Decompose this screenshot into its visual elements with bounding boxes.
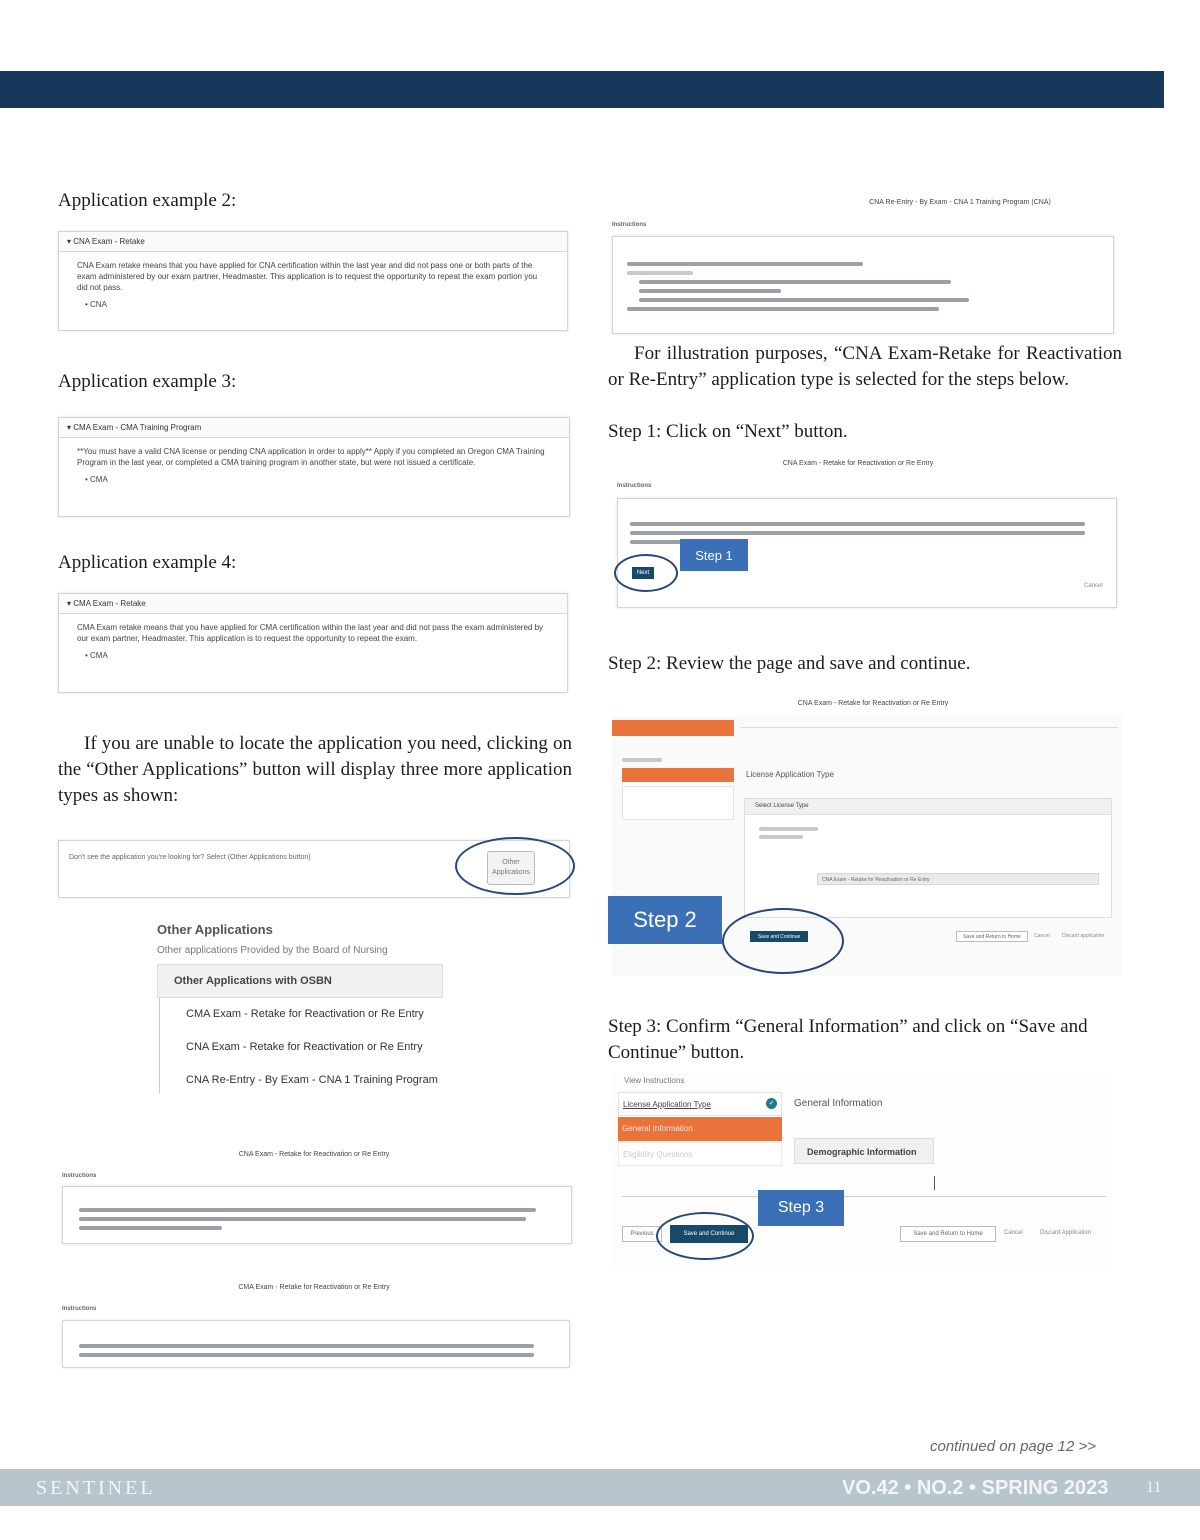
highlight-circle xyxy=(455,837,575,895)
license-type-field[interactable]: CNA Exam - Retake for Reactivation or Re Entry xyxy=(817,873,1099,885)
example-4-screenshot: ▾ CMA Exam - Retake CMA Exam retake means that you have applied for CMA certification within the last year and did not pass the exam administered by our exam partner, Headmaster. This application is to request the opportunity to repeat the exam. • CMA xyxy=(58,593,568,693)
other-app-item-1[interactable]: CMA Exam - Retake for Reactivation or Re Entry xyxy=(186,1008,424,1020)
other-applications-prompt xyxy=(58,840,570,898)
next-button[interactable]: Next xyxy=(632,567,654,579)
other-app-item-3[interactable]: CNA Re-Entry - By Exam - CNA 1 Training Program xyxy=(186,1074,438,1086)
nav-item-active[interactable] xyxy=(622,768,734,782)
collapse-icon: ▾ xyxy=(67,237,74,246)
example-3-heading: Application example 3: xyxy=(58,371,237,392)
select-license-type: Select License Type xyxy=(745,799,1111,815)
example-3-title: ▾ CMA Exam - CMA Training Program xyxy=(59,418,569,438)
discard-link[interactable]: Discard Application xyxy=(1040,1230,1092,1236)
step-3-screenshot xyxy=(612,1072,1112,1268)
discard-link[interactable]: Discard application xyxy=(1062,933,1105,939)
bottom-shot-1-title: CNA Exam - Retake for Reactivation or Re Entry xyxy=(238,1151,390,1158)
bottom-shot-2-label: Instructions xyxy=(62,1306,97,1312)
example-3-screenshot: ▾ CMA Exam - CMA Training Program **You must have a valid CNA license or pending CNA application in order to apply** Apply if you completed an Oregon CMA Training Program in the last year, or completed a CMA training program in another state, but were not issued a certificate. • CMA xyxy=(58,417,570,517)
progress-step-active xyxy=(612,720,734,736)
other-applications-button[interactable]: Other Applications xyxy=(487,851,535,885)
continued-note: continued on page 12 >> xyxy=(930,1438,1096,1455)
save-return-button[interactable]: Save and Return to Home xyxy=(956,931,1028,942)
example-3-body: **You must have a valid CNA license or pending CNA application in order to apply** Apply if you completed an Oregon CMA Training Program in the last year, or completed a CMA training program in another state, but were not issued a certificate. xyxy=(77,447,545,467)
step-1-text: Step 1: Click on “Next” button. xyxy=(608,421,848,442)
example-4-bullet: CMA xyxy=(90,651,108,660)
collapse-icon: ▾ xyxy=(67,423,74,432)
cancel-link[interactable]: Cancel xyxy=(1004,1230,1023,1236)
nav-general-information[interactable]: General Information xyxy=(618,1117,782,1141)
save-continue-button[interactable]: Save and Continue xyxy=(750,931,808,942)
step-1-label: Step 1 xyxy=(680,539,748,571)
example-3-bullet: CMA xyxy=(90,475,108,484)
nav-eligibility-questions[interactable]: Eligibility Questions xyxy=(618,1142,782,1166)
other-applications-paragraph: If you are unable to locate the application you need, clicking on the “Other Applications” button will display three more application types as shown: xyxy=(58,733,572,806)
bottom-shot-2-title: CMA Exam - Retake for Reactivation or Re Entry xyxy=(238,1284,390,1291)
demographic-information[interactable]: Demographic Information xyxy=(794,1138,934,1164)
step-3-label: Step 3 xyxy=(758,1190,844,1226)
check-icon: ✓ xyxy=(766,1098,777,1109)
bottom-shot-1-label: Instructions xyxy=(62,1173,97,1179)
highlight-circle xyxy=(656,1212,754,1260)
step-1-shot-label: Instructions xyxy=(617,483,652,489)
highlight-circle xyxy=(722,908,844,974)
other-applications-title: Other Applications xyxy=(157,922,273,937)
collapse-icon: ▾ xyxy=(67,599,74,608)
step-3-text: Step 3: Confirm “General Information” and click on “Save and Continue” button. xyxy=(608,1016,1088,1063)
other-applications-list xyxy=(157,922,457,1094)
example-4-body: CMA Exam retake means that you have applied for CMA certification within the last year and did not pass the exam administered by our exam partner, Headmaster. This application is to request the opportunity to repeat the exam. xyxy=(77,623,544,643)
prompt-text: Don't see the application you're looking for? Select (Other Applications button) xyxy=(69,854,311,861)
example-2-screenshot: ▾ CNA Exam - Retake CNA Exam retake means that you have applied for CNA certification within the last year and did not pass one or both parts of the exam administered by our exam partner, Headmaster. This application is to request the opportunity to repeat the exam portion you did not pass. • CNA xyxy=(58,231,568,331)
footer xyxy=(0,1469,1200,1506)
example-4-title: ▾ CMA Exam - Retake xyxy=(59,594,567,614)
save-return-button[interactable]: Save and Return to Home xyxy=(900,1226,996,1242)
header-bar xyxy=(0,71,1164,108)
step-2-label: Step 2 xyxy=(608,896,722,944)
right-top-shot-body xyxy=(612,236,1114,334)
other-applications-subtitle: Other applications Provided by the Board of Nursing xyxy=(157,945,388,956)
step-2-shot-title: CNA Exam - Retake for Reactivation or Re Entry xyxy=(797,700,949,707)
save-continue-button[interactable]: Save and Continue xyxy=(670,1225,748,1243)
issue-info: VO.42 • NO.2 • SPRING 2023 xyxy=(842,1477,1109,1499)
license-application-type: License Application Type xyxy=(746,770,834,779)
view-instructions[interactable]: View Instructions xyxy=(624,1076,685,1085)
step-1-shot-title: CNA Exam - Retake for Reactivation or Re Entry xyxy=(782,460,934,467)
example-2-bullet: CNA xyxy=(90,300,107,309)
other-applications-group[interactable]: Other Applications with OSBN xyxy=(157,964,443,998)
illustration-paragraph: For illustration purposes, “CNA Exam-Retake for Reactivation or Re-Entry” application type is selected for the steps below. xyxy=(608,343,1122,390)
nav-license-application-type[interactable]: License Application Type xyxy=(618,1092,782,1116)
publication-name: SENTINEL xyxy=(36,1477,156,1499)
right-top-label: Instructions xyxy=(612,222,647,228)
page-number: 11 xyxy=(1146,1479,1162,1496)
other-app-item-2[interactable]: CNA Exam - Retake for Reactivation or Re Entry xyxy=(186,1041,423,1053)
bottom-shot-1-body xyxy=(62,1186,572,1244)
right-top-title: CNA Re-Entry - By Exam - CNA 1 Training Program (CNA) xyxy=(869,199,1051,206)
step-2-text: Step 2: Review the page and save and continue. xyxy=(608,653,971,674)
step-1-screenshot xyxy=(617,498,1117,608)
example-4-heading: Application example 4: xyxy=(58,552,237,573)
general-information-heading: General Information xyxy=(794,1098,883,1109)
previous-button[interactable]: Previous xyxy=(622,1226,662,1242)
highlight-circle xyxy=(614,554,678,592)
example-2-body: CNA Exam retake means that you have applied for CNA certification within the last year and did not pass one or both parts of the exam administered by our exam partner, Headmaster. This application is to request the opportunity to repeat the exam portion you did not pass. xyxy=(77,261,538,292)
cancel-link[interactable]: Cancel xyxy=(1034,933,1050,939)
step-2-screenshot xyxy=(612,716,1122,976)
example-2-heading: Application example 2: xyxy=(58,190,237,211)
cancel-link[interactable]: Cancel xyxy=(1084,583,1103,589)
bottom-shot-2-body xyxy=(62,1320,570,1368)
example-2-title: ▾ CNA Exam - Retake xyxy=(59,232,567,252)
